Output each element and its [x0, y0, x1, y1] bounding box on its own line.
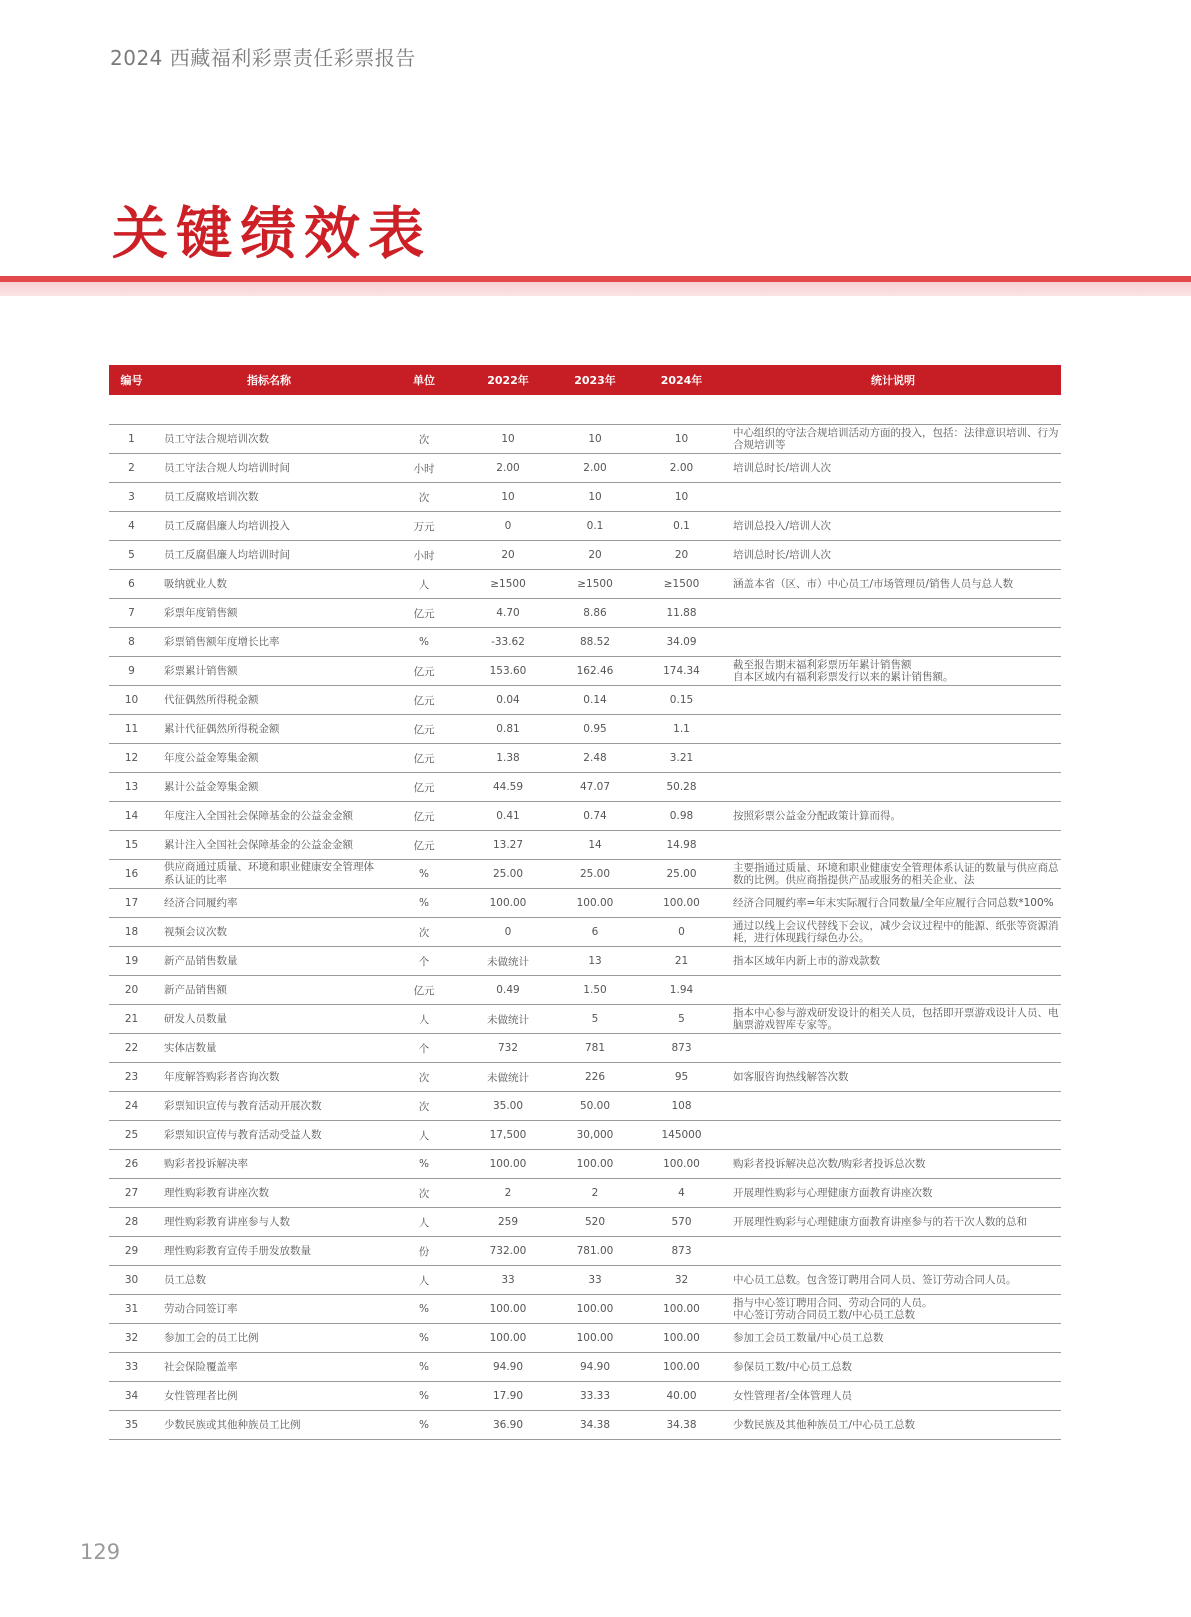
- table-row: [109, 947, 1061, 976]
- cell-2022: 94.90: [464, 1353, 552, 1382]
- header-2024: 2024年: [660, 374, 703, 387]
- table-row: [109, 1266, 1061, 1295]
- cell-2024: 873: [638, 1034, 725, 1063]
- table-row: [109, 628, 1061, 657]
- cell-unit: 个: [384, 1034, 464, 1063]
- cell-2022: 25.00: [464, 860, 552, 889]
- table-row: [109, 802, 1061, 831]
- cell-unit: %: [384, 860, 464, 889]
- table-row: [109, 715, 1061, 744]
- cell-unit: 亿元: [384, 773, 464, 802]
- cell-2023: 10: [552, 483, 638, 512]
- cell-unit: 亿元: [384, 831, 464, 860]
- cell-2024: 5: [638, 1005, 725, 1034]
- cell-indicator-name: 年度公益金筹集金额: [154, 744, 384, 773]
- cell-2022: 未做统计: [464, 1063, 552, 1092]
- table-row: [109, 1382, 1061, 1411]
- cell-unit: %: [384, 1295, 464, 1324]
- cell-2022: 0: [464, 918, 552, 947]
- cell-2022: 4.70: [464, 599, 552, 628]
- cell-indicator-name: 彩票年度销售额: [154, 599, 384, 628]
- header-2023: 2023年: [574, 374, 616, 387]
- title-divider: [0, 276, 1191, 296]
- cell-2024: 10: [638, 425, 725, 454]
- cell-2023: 34.38: [552, 1411, 638, 1440]
- cell-2023: 8.86: [552, 599, 638, 628]
- cell-indicator-name: 女性管理者比例: [154, 1382, 384, 1411]
- cell-2023: 14: [552, 831, 638, 860]
- cell-note: [725, 628, 1061, 657]
- cell-2024: 40.00: [638, 1382, 725, 1411]
- cell-2022: 2.00: [464, 454, 552, 483]
- cell-note: 涵盖本省（区、市）中心员工/市场管理员/销售人员与总人数: [725, 570, 1061, 599]
- cell-note: 参加工会员工数量/中心员工总数: [725, 1324, 1061, 1353]
- cell-id: 6: [109, 570, 154, 599]
- cell-2022: 1.38: [464, 744, 552, 773]
- cell-unit: 小时: [384, 541, 464, 570]
- cell-2023: 100.00: [552, 889, 638, 918]
- cell-indicator-name: 员工反腐倡廉人均培训投入: [154, 512, 384, 541]
- cell-2022: 732.00: [464, 1237, 552, 1266]
- cell-id: 8: [109, 628, 154, 657]
- cell-2023: 0.1: [552, 512, 638, 541]
- cell-id: 16: [109, 860, 154, 889]
- cell-2022: 17,500: [464, 1121, 552, 1150]
- table-row: [109, 918, 1061, 947]
- cell-2022: 0.04: [464, 686, 552, 715]
- cell-note: 培训总时长/培训人次: [725, 541, 1061, 570]
- cell-indicator-name: 劳动合同签订率: [154, 1295, 384, 1324]
- cell-indicator-name: 新产品销售额: [154, 976, 384, 1005]
- cell-note: 指本中心参与游戏研发设计的相关人员，包括即开票游戏设计人员、电脑票游戏智库专家等。: [725, 1005, 1061, 1034]
- cell-unit: 亿元: [384, 802, 464, 831]
- cell-2023: 50.00: [552, 1092, 638, 1121]
- table-row: [109, 831, 1061, 860]
- cell-id: 30: [109, 1266, 154, 1295]
- table-row: [109, 1063, 1061, 1092]
- cell-unit: %: [384, 1411, 464, 1440]
- table-row: [109, 1353, 1061, 1382]
- cell-2022: 10: [464, 425, 552, 454]
- cell-indicator-name: 理性购彩教育讲座参与人数: [154, 1208, 384, 1237]
- cell-indicator-name: 年度解答购彩者咨询次数: [154, 1063, 384, 1092]
- cell-note: 参保员工数/中心员工总数: [725, 1353, 1061, 1382]
- cell-2023: 13: [552, 947, 638, 976]
- cell-id: 12: [109, 744, 154, 773]
- cell-note: 少数民族及其他种族员工/中心员工总数: [725, 1411, 1061, 1440]
- cell-indicator-name: 员工总数: [154, 1266, 384, 1295]
- cell-id: 11: [109, 715, 154, 744]
- cell-id: 1: [109, 425, 154, 454]
- cell-2023: 0.14: [552, 686, 638, 715]
- cell-unit: %: [384, 889, 464, 918]
- table-row: [109, 483, 1061, 512]
- cell-unit: 次: [384, 483, 464, 512]
- cell-id: 18: [109, 918, 154, 947]
- cell-2022: 259: [464, 1208, 552, 1237]
- cell-unit: %: [384, 1150, 464, 1179]
- cell-note: [725, 744, 1061, 773]
- cell-note: [725, 1092, 1061, 1121]
- page-title: 关键绩效表: [112, 202, 432, 267]
- cell-2023: 5: [552, 1005, 638, 1034]
- cell-2024: 145000: [638, 1121, 725, 1150]
- cell-2022: 10: [464, 483, 552, 512]
- cell-note: 指与中心签订聘用合同、劳动合同的人员。 中心签订劳动合同员工数/中心员工总数: [725, 1295, 1061, 1324]
- cell-unit: 人: [384, 1208, 464, 1237]
- cell-2024: 0.15: [638, 686, 725, 715]
- cell-indicator-name: 供应商通过质量、环境和职业健康安全管理体系认证的比率: [154, 860, 384, 889]
- cell-2022: 100.00: [464, 1324, 552, 1353]
- cell-indicator-name: 彩票知识宣传与教育活动受益人数: [154, 1121, 384, 1150]
- table-row: [109, 657, 1061, 686]
- cell-unit: 亿元: [384, 686, 464, 715]
- cell-unit: 人: [384, 570, 464, 599]
- cell-2023: 2.00: [552, 454, 638, 483]
- cell-indicator-name: 理性购彩教育宣传手册发放数量: [154, 1237, 384, 1266]
- cell-unit: 次: [384, 1092, 464, 1121]
- cell-unit: 次: [384, 1063, 464, 1092]
- table-row: [109, 889, 1061, 918]
- cell-unit: 人: [384, 1266, 464, 1295]
- table-row: [109, 1237, 1061, 1266]
- cell-indicator-name: 购彩者投诉解决率: [154, 1150, 384, 1179]
- table-row: [109, 1005, 1061, 1034]
- cell-2024: ≥1500: [638, 570, 725, 599]
- cell-unit: %: [384, 1353, 464, 1382]
- cell-note: [725, 715, 1061, 744]
- header-2022: 2022年: [487, 374, 529, 387]
- cell-id: 15: [109, 831, 154, 860]
- cell-id: 20: [109, 976, 154, 1005]
- cell-note: 按照彩票公益金分配政策计算而得。: [725, 802, 1061, 831]
- table-row: [109, 976, 1061, 1005]
- table-row: [109, 512, 1061, 541]
- cell-id: 17: [109, 889, 154, 918]
- cell-2024: 11.88: [638, 599, 725, 628]
- cell-unit: 次: [384, 1179, 464, 1208]
- table-row: [109, 773, 1061, 802]
- cell-2024: 34.09: [638, 628, 725, 657]
- cell-2024: 100.00: [638, 1353, 725, 1382]
- cell-2024: 570: [638, 1208, 725, 1237]
- cell-2022: 20: [464, 541, 552, 570]
- cell-id: 25: [109, 1121, 154, 1150]
- cell-2022: 36.90: [464, 1411, 552, 1440]
- cell-indicator-name: 实体店数量: [154, 1034, 384, 1063]
- cell-note: 中心组织的守法合规培训活动方面的投入，包括：法律意识培训、行为合规培训等: [725, 425, 1061, 454]
- table-row: [109, 1208, 1061, 1237]
- cell-2022: 2: [464, 1179, 552, 1208]
- cell-note: 培训总投入/培训人次: [725, 512, 1061, 541]
- cell-2022: 0: [464, 512, 552, 541]
- cell-2024: 21: [638, 947, 725, 976]
- cell-unit: %: [384, 628, 464, 657]
- cell-2022: -33.62: [464, 628, 552, 657]
- cell-2023: 33: [552, 1266, 638, 1295]
- cell-2023: 25.00: [552, 860, 638, 889]
- cell-2023: 2: [552, 1179, 638, 1208]
- cell-indicator-name: 累计注入全国社会保障基金的公益金金额: [154, 831, 384, 860]
- cell-unit: 人: [384, 1121, 464, 1150]
- cell-id: 24: [109, 1092, 154, 1121]
- cell-unit: 份: [384, 1237, 464, 1266]
- cell-note: [725, 599, 1061, 628]
- cell-note: [725, 1237, 1061, 1266]
- cell-note: [725, 773, 1061, 802]
- cell-id: 29: [109, 1237, 154, 1266]
- cell-2024: 95: [638, 1063, 725, 1092]
- cell-2022: 0.41: [464, 802, 552, 831]
- cell-2022: 153.60: [464, 657, 552, 686]
- table-spacer-row: [109, 395, 1061, 425]
- cell-2024: 10: [638, 483, 725, 512]
- table-row: [109, 1034, 1061, 1063]
- table-row: [109, 1295, 1061, 1324]
- cell-note: 如客服咨询热线解答次数: [725, 1063, 1061, 1092]
- cell-2023: 0.74: [552, 802, 638, 831]
- cell-unit: 亿元: [384, 744, 464, 773]
- cell-2024: 34.38: [638, 1411, 725, 1440]
- cell-2022: 100.00: [464, 1150, 552, 1179]
- cell-note: 开展理性购彩与心理健康方面教育讲座参与的若干次人数的总和: [725, 1208, 1061, 1237]
- cell-indicator-name: 理性购彩教育讲座次数: [154, 1179, 384, 1208]
- cell-id: 22: [109, 1034, 154, 1063]
- cell-unit: 亿元: [384, 715, 464, 744]
- table-row: [109, 1121, 1061, 1150]
- cell-indicator-name: 经济合同履约率: [154, 889, 384, 918]
- cell-2023: 47.07: [552, 773, 638, 802]
- cell-2024: 174.34: [638, 657, 725, 686]
- cell-indicator-name: 彩票累计销售额: [154, 657, 384, 686]
- cell-2022: 未做统计: [464, 1005, 552, 1034]
- cell-unit: 亿元: [384, 657, 464, 686]
- cell-indicator-name: 累计公益金筹集金额: [154, 773, 384, 802]
- cell-2024: 1.94: [638, 976, 725, 1005]
- cell-unit: 亿元: [384, 599, 464, 628]
- cell-2023: 88.52: [552, 628, 638, 657]
- cell-note: [725, 976, 1061, 1005]
- cell-indicator-name: 研发人员数量: [154, 1005, 384, 1034]
- cell-2024: 32: [638, 1266, 725, 1295]
- header-id: 编号: [120, 374, 143, 387]
- cell-unit: 万元: [384, 512, 464, 541]
- cell-2024: 0: [638, 918, 725, 947]
- report-header-title: 2024 西藏福利彩票责任彩票报告: [110, 46, 416, 70]
- cell-indicator-name: 累计代征偶然所得税金额: [154, 715, 384, 744]
- table-row: [109, 686, 1061, 715]
- cell-2022: 100.00: [464, 889, 552, 918]
- table-row: [109, 541, 1061, 570]
- cell-unit: 次: [384, 918, 464, 947]
- table-row: [109, 1092, 1061, 1121]
- page-number: 129: [80, 1540, 121, 1564]
- cell-2024: 100.00: [638, 1324, 725, 1353]
- cell-2022: 100.00: [464, 1295, 552, 1324]
- table-row: [109, 860, 1061, 889]
- cell-id: 26: [109, 1150, 154, 1179]
- cell-2022: 未做统计: [464, 947, 552, 976]
- table-body: [109, 395, 1061, 1440]
- cell-2023: 2.48: [552, 744, 638, 773]
- cell-id: 2: [109, 454, 154, 483]
- cell-2023: 781: [552, 1034, 638, 1063]
- cell-note: 经济合同履约率=年末实际履行合同数量/全年应履行合同总数*100%: [725, 889, 1061, 918]
- cell-id: 4: [109, 512, 154, 541]
- cell-2024: 873: [638, 1237, 725, 1266]
- cell-indicator-name: 社会保险覆盖率: [154, 1353, 384, 1382]
- cell-2023: 6: [552, 918, 638, 947]
- cell-note: 女性管理者/全体管理人员: [725, 1382, 1061, 1411]
- cell-indicator-name: 吸纳就业人数: [154, 570, 384, 599]
- cell-note: 开展理性购彩与心理健康方面教育讲座次数: [725, 1179, 1061, 1208]
- cell-2024: 1.1: [638, 715, 725, 744]
- cell-2023: 10: [552, 425, 638, 454]
- cell-note: 指本区域年内新上市的游戏款数: [725, 947, 1061, 976]
- cell-2022: 0.49: [464, 976, 552, 1005]
- cell-2023: 100.00: [552, 1150, 638, 1179]
- cell-2022: 44.59: [464, 773, 552, 802]
- cell-indicator-name: 彩票知识宣传与教育活动开展次数: [154, 1092, 384, 1121]
- cell-indicator-name: 少数民族或其他种族员工比例: [154, 1411, 384, 1440]
- cell-indicator-name: 年度注入全国社会保障基金的公益金金额: [154, 802, 384, 831]
- cell-unit: 个: [384, 947, 464, 976]
- cell-2024: 50.28: [638, 773, 725, 802]
- cell-id: 34: [109, 1382, 154, 1411]
- cell-unit: 人: [384, 1005, 464, 1034]
- cell-2024: 0.98: [638, 802, 725, 831]
- cell-id: 9: [109, 657, 154, 686]
- cell-unit: %: [384, 1382, 464, 1411]
- cell-2024: 4: [638, 1179, 725, 1208]
- table-row: [109, 744, 1061, 773]
- cell-note: 截至报告期末福利彩票历年累计销售额 自本区域内有福利彩票发行以来的累计销售额。: [725, 657, 1061, 686]
- cell-note: [725, 483, 1061, 512]
- cell-id: 10: [109, 686, 154, 715]
- cell-2024: 0.1: [638, 512, 725, 541]
- cell-id: 3: [109, 483, 154, 512]
- cell-2024: 25.00: [638, 860, 725, 889]
- cell-indicator-name: 员工反腐倡廉人均培训时间: [154, 541, 384, 570]
- table-row: [109, 1179, 1061, 1208]
- cell-unit: 小时: [384, 454, 464, 483]
- cell-2022: ≥1500: [464, 570, 552, 599]
- header-unit: 单位: [413, 374, 435, 387]
- cell-id: 5: [109, 541, 154, 570]
- cell-2023: 0.95: [552, 715, 638, 744]
- cell-2023: 781.00: [552, 1237, 638, 1266]
- cell-indicator-name: 参加工会的员工比例: [154, 1324, 384, 1353]
- cell-unit: %: [384, 1324, 464, 1353]
- cell-2024: 2.00: [638, 454, 725, 483]
- cell-note: 中心员工总数。包含签订聘用合同人员、签订劳动合同人员。: [725, 1266, 1061, 1295]
- cell-id: 35: [109, 1411, 154, 1440]
- cell-id: 13: [109, 773, 154, 802]
- cell-id: 27: [109, 1179, 154, 1208]
- cell-note: 通过以线上会议代替线下会议，减少会议过程中的能源、纸张等资源消耗，进行体现践行绿色办公。: [725, 918, 1061, 947]
- cell-note: 购彩者投诉解决总次数/购彩者投诉总次数: [725, 1150, 1061, 1179]
- cell-2023: 33.33: [552, 1382, 638, 1411]
- cell-indicator-name: 彩票销售额年度增长比率: [154, 628, 384, 657]
- cell-2023: 1.50: [552, 976, 638, 1005]
- cell-indicator-name: 员工守法合规培训次数: [154, 425, 384, 454]
- cell-2023: 162.46: [552, 657, 638, 686]
- table-row: [109, 599, 1061, 628]
- cell-2023: 94.90: [552, 1353, 638, 1382]
- cell-id: 19: [109, 947, 154, 976]
- cell-2022: 17.90: [464, 1382, 552, 1411]
- cell-2022: 732: [464, 1034, 552, 1063]
- cell-id: 21: [109, 1005, 154, 1034]
- cell-2024: 100.00: [638, 889, 725, 918]
- table-row: [109, 570, 1061, 599]
- cell-id: 31: [109, 1295, 154, 1324]
- cell-2024: 100.00: [638, 1150, 725, 1179]
- cell-indicator-name: 视频会议次数: [154, 918, 384, 947]
- cell-indicator-name: 员工反腐败培训次数: [154, 483, 384, 512]
- cell-id: 7: [109, 599, 154, 628]
- cell-indicator-name: 员工守法合规人均培训时间: [154, 454, 384, 483]
- table-header-row: [109, 365, 1061, 395]
- cell-2022: 0.81: [464, 715, 552, 744]
- cell-note: 培训总时长/培训人次: [725, 454, 1061, 483]
- cell-id: 14: [109, 802, 154, 831]
- cell-unit: 亿元: [384, 976, 464, 1005]
- cell-2024: 100.00: [638, 1295, 725, 1324]
- cell-2022: 35.00: [464, 1092, 552, 1121]
- cell-indicator-name: 代征偶然所得税金额: [154, 686, 384, 715]
- cell-2022: 13.27: [464, 831, 552, 860]
- cell-2024: 14.98: [638, 831, 725, 860]
- cell-2024: 20: [638, 541, 725, 570]
- table-row: [109, 454, 1061, 483]
- cell-2023: ≥1500: [552, 570, 638, 599]
- cell-id: 23: [109, 1063, 154, 1092]
- cell-note: 主要指通过质量、环境和职业健康安全管理体系认证的数量与供应商总数的比例。供应商指提供产品或服务的相关企业、法: [725, 860, 1061, 889]
- cell-2023: 30,000: [552, 1121, 638, 1150]
- cell-2023: 226: [552, 1063, 638, 1092]
- cell-note: [725, 831, 1061, 860]
- header-note: 统计说明: [871, 374, 915, 387]
- table-row: [109, 1324, 1061, 1353]
- cell-id: 28: [109, 1208, 154, 1237]
- cell-unit: 次: [384, 425, 464, 454]
- cell-note: [725, 686, 1061, 715]
- cell-id: 32: [109, 1324, 154, 1353]
- cell-2024: 3.21: [638, 744, 725, 773]
- cell-2022: 33: [464, 1266, 552, 1295]
- cell-2023: 20: [552, 541, 638, 570]
- cell-2024: 108: [638, 1092, 725, 1121]
- table-row: [109, 1411, 1061, 1440]
- cell-2023: 100.00: [552, 1295, 638, 1324]
- cell-id: 33: [109, 1353, 154, 1382]
- kpi-table: [109, 365, 1061, 1440]
- cell-note: [725, 1121, 1061, 1150]
- cell-note: [725, 1034, 1061, 1063]
- cell-2023: 100.00: [552, 1324, 638, 1353]
- cell-indicator-name: 新产品销售数量: [154, 947, 384, 976]
- table-row: [109, 425, 1061, 454]
- table-row: [109, 1150, 1061, 1179]
- cell-2023: 520: [552, 1208, 638, 1237]
- header-name: 指标名称: [247, 374, 291, 387]
